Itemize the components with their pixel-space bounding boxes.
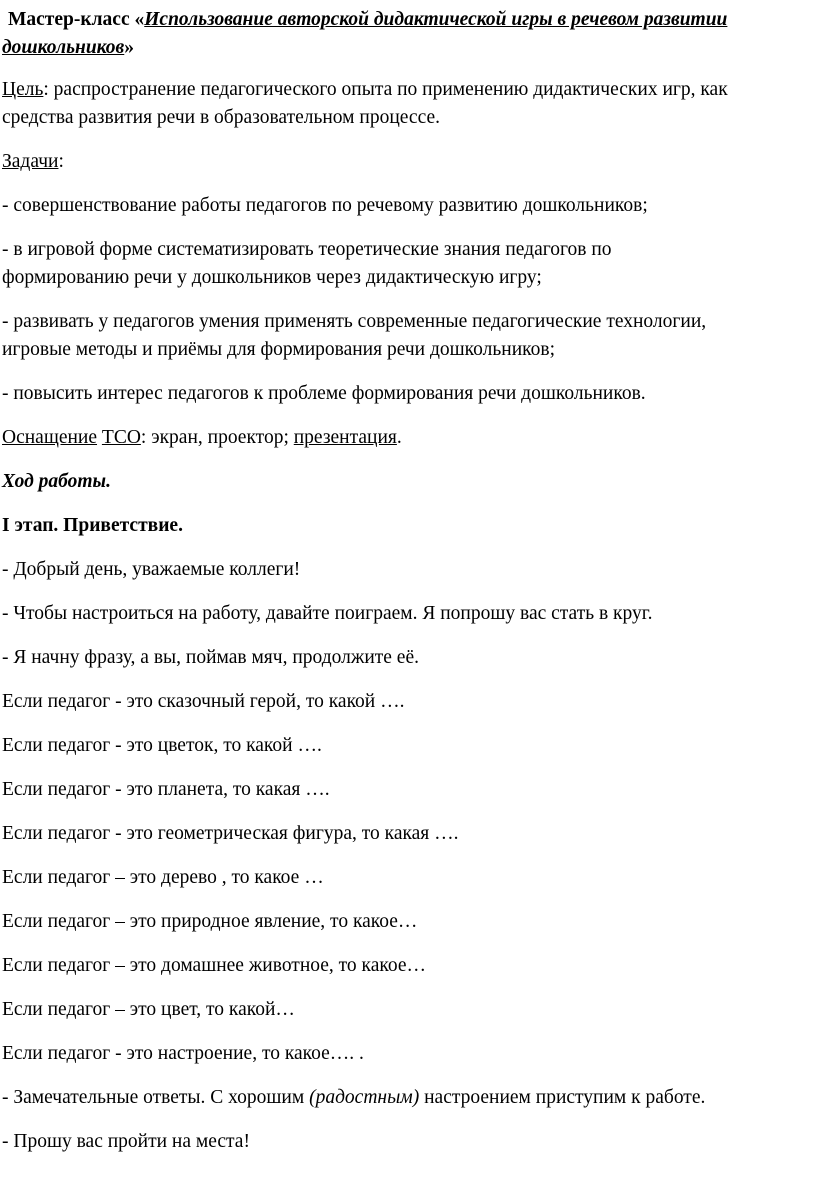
closing-start: - Замечательные ответы. С хорошим bbox=[2, 1087, 310, 1108]
closing-line bbox=[2, 1084, 816, 1112]
game-line: Если педагог - это сказочный герой, то какой …. bbox=[2, 691, 405, 712]
task-text: - совершенствование работы педагогов по речевому развитию дошкольников; bbox=[2, 195, 648, 216]
task-text: - развивать у педагогов умения применять современные педагогические технологии, bbox=[2, 311, 707, 332]
game-line: Если педагог - это геометрическая фигура, то какая …. bbox=[2, 823, 459, 844]
game-line: Если педагог – это природное явление, то какое… bbox=[2, 911, 418, 932]
task-item bbox=[2, 380, 816, 408]
title-emphasis: Использование авторской дидактической игры в речевом развитии bbox=[144, 9, 728, 30]
goal-paragraph bbox=[2, 76, 816, 132]
game-line: Если педагог - это цветок, то какой …. bbox=[2, 735, 322, 756]
goal-text-line1: : распространение педагогического опыта по применению дидактических игр, как bbox=[43, 79, 728, 100]
greeting-line: - Чтобы настроиться на работу, давайте поиграем. Я попрошу вас стать в круг. bbox=[2, 603, 653, 624]
goal-label: Цель bbox=[2, 79, 44, 100]
title-suffix: » bbox=[124, 37, 135, 58]
tasks-colon: : bbox=[58, 151, 64, 172]
task-item bbox=[2, 236, 816, 292]
task-text: - в игровой форме систематизировать теоретические знания педагогов по bbox=[2, 239, 612, 260]
progress-heading: Ход работы. bbox=[2, 471, 111, 492]
stage1-heading: I этап. Приветствие. bbox=[2, 515, 183, 536]
task-item bbox=[2, 308, 816, 364]
game-line: Если педагог – это цвет, то какой… bbox=[2, 999, 295, 1020]
task-item bbox=[2, 192, 816, 220]
game-line: Если педагог – это домашнее животное, то какое… bbox=[2, 955, 427, 976]
task-text: формированию речи у дошкольников через дидактическую игру; bbox=[2, 267, 542, 288]
equipment-tso: ТСО bbox=[101, 427, 141, 448]
equipment-paragraph bbox=[2, 424, 816, 452]
tasks-heading bbox=[2, 148, 816, 176]
greeting-line: - Добрый день, уважаемые коллеги! bbox=[2, 559, 301, 580]
task-text: - повысить интерес педагогов к проблеме формирования речи дошкольников. bbox=[2, 383, 646, 404]
document-title bbox=[2, 6, 816, 62]
goal-text-line2: средства развития речи в образовательном процессе. bbox=[2, 107, 440, 128]
game-line: Если педагог - это планета, то какая …. bbox=[2, 779, 330, 800]
equipment-presentation: презентация bbox=[293, 427, 397, 448]
game-line: Если педагог – это дерево , то какое … bbox=[2, 867, 324, 888]
greeting-line: - Я начну фразу, а вы, поймав мяч, продолжите её. bbox=[2, 647, 419, 668]
tasks-label: Задачи bbox=[2, 151, 59, 172]
equipment-end: . bbox=[396, 427, 402, 448]
title-emphasis-line2: дошкольников bbox=[2, 37, 125, 58]
closing-line: - Прошу вас пройти на места! bbox=[2, 1131, 250, 1152]
title-line-2 bbox=[2, 34, 816, 62]
task-text: игровые методы и приёмы для формирования речи дошкольников; bbox=[2, 339, 556, 360]
title-line-1 bbox=[2, 6, 816, 34]
closing-italic: (радостным) bbox=[309, 1087, 420, 1108]
title-prefix: Мастер-класс « bbox=[8, 9, 145, 30]
closing-end: настроением приступим к работе. bbox=[419, 1087, 706, 1108]
game-line: Если педагог - это настроение, то какое…. . bbox=[2, 1043, 364, 1064]
equipment-label: Оснащение bbox=[2, 427, 98, 448]
equipment-text: : экран, проектор; bbox=[140, 427, 294, 448]
